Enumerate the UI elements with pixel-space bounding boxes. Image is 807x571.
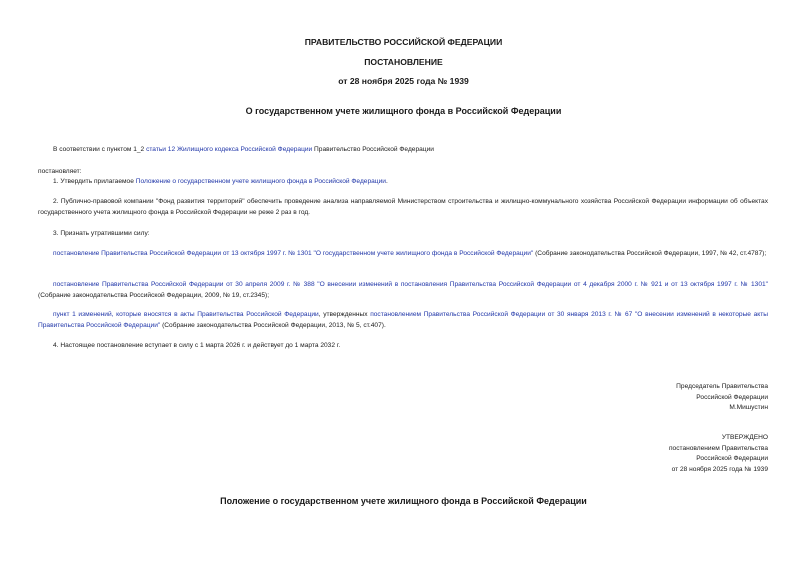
repealed-act-1997-link[interactable]: постановление Правительства Российской Федерации от 13 октября 1997 г. № 1301 "О государственном учете жилищного фонда в Российской Федерации" <box>53 250 534 257</box>
regulation-link[interactable]: Положение о государственном учете жилищного фонда в Российской Федерации <box>135 178 386 185</box>
repealed-item-b-source: (Собрание законодательства Российской Федерации, 2009, № 19, ст.2345); <box>38 291 270 299</box>
intro-paragraph <box>38 145 768 156</box>
signature-name: М.Мишустин <box>729 404 768 412</box>
item-1-text-2: . <box>385 178 388 185</box>
item-1-text-1: 1. Утвердить прилагаемое <box>53 178 136 185</box>
resolves-text: постановляет: <box>38 168 82 175</box>
item-1 <box>38 177 768 188</box>
approved-by: постановлением Правительства <box>668 444 768 452</box>
approved-label: УТВЕРЖДЕНО <box>721 434 768 441</box>
repealed-item-c <box>38 310 768 331</box>
approved-date: от 28 ноября 2025 года № 1939 <box>671 465 768 473</box>
repealed-item-a <box>38 249 768 260</box>
amendments-point-link[interactable]: пункт 1 изменений, которые вносятся в акты Правительства Российской Федерации <box>53 311 319 318</box>
document-date-number: от 28 ноября 2025 года № 1939 <box>338 76 469 86</box>
repealed-item-b <box>38 280 768 301</box>
repealed-act-2009-link[interactable]: постановление Правительства Российской Федерации от 30 апреля 2009 г. № 388 "О внесении изменений в постановления Правительства Российской Федерации от 4 декабря 2000 г. № 921 и от 13 октября 1997 г. № 1301" <box>53 281 768 288</box>
repealed-item-c-text: , утвержденных <box>318 311 371 318</box>
signature-block <box>508 382 768 414</box>
item-2: 2. Публично-правовой компании "Фонд развития территорий" обеспечить проведение анализа направляемой Министерством строительства и жилищно-коммунального хозяйства Российской Федерации информации об объектах государственного учета жилищного фонда в Российской Федерации не реже 2 раз в год. <box>38 198 768 216</box>
intro-text-2: Правительство Российской Федерации <box>312 146 434 153</box>
approved-block <box>508 433 768 475</box>
item-3-heading: 3. Признать утратившими силу: <box>53 230 150 237</box>
signature-position: Председатель Правительства <box>676 383 768 390</box>
document-title: О государственном учете жилищного фонда в Российской Федерации <box>245 106 562 116</box>
repealed-item-a-source: (Собрание законодательства Российской Федерации, 1997, № 42, ст.4787); <box>533 250 767 257</box>
act-2013-link[interactable]: постановлением Правительства Российской Федерации от 30 января 2013 г. № 67 "О внесении изменений в некоторые акты Правительства Российской Федерации" <box>38 311 768 329</box>
government-name: ПРАВИТЕЛЬСТВО РОССИЙСКОЙ ФЕДЕРАЦИИ <box>304 37 503 47</box>
housing-code-link[interactable]: статьи 12 Жилищного кодекса Российской Федерации <box>146 146 313 153</box>
approved-country: Российской Федерации <box>696 455 768 463</box>
signature-country: Российской Федерации <box>696 393 768 401</box>
annex-title: Положение о государственном учете жилищного фонда в Российской Федерации <box>220 496 587 506</box>
document-type: ПОСТАНОВЛЕНИЕ <box>364 57 443 67</box>
repealed-item-c-source: (Собрание законодательства Российской Федерации, 2013, № 5, ст.407). <box>160 321 386 329</box>
item-4: 4. Настоящее постановление вступает в силу с 1 марта 2026 г. и действует до 1 марта 2032 г. <box>53 342 341 349</box>
intro-text-1: В соответствии с пунктом 1_2 <box>53 146 147 153</box>
